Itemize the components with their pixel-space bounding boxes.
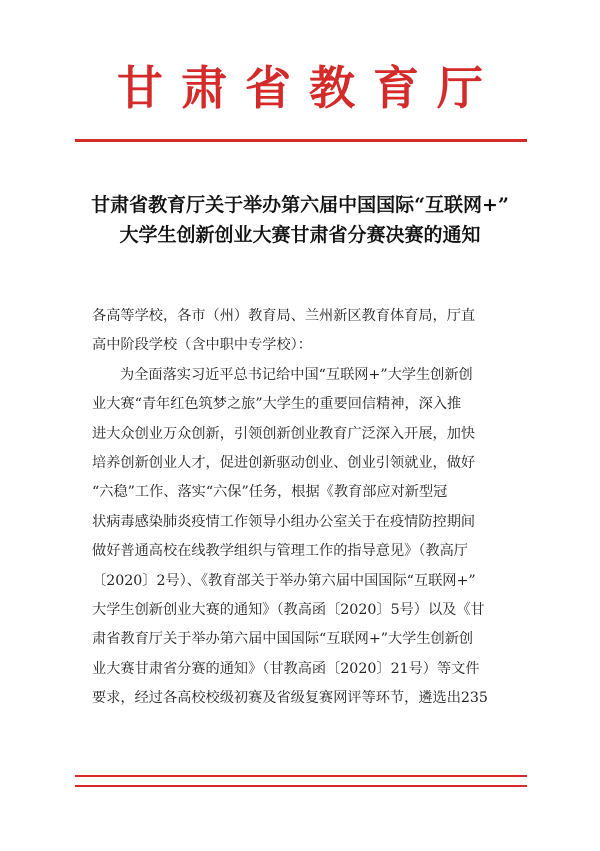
body-line: 为全面落实习近平总书记给中国“互联网+”大学生创新创 [120,366,473,383]
body-line: 进大众创业万众创新，引领创新创业教育广泛深入开展，加快 [92,425,476,442]
org-name: 甘肃省教育厅 [117,61,501,115]
footer-red-rule-lower [75,785,527,787]
letterhead-red-rule [75,139,527,142]
letterhead [0,58,600,118]
title-line-1: 甘肃省教育厅关于举办第六届中国国际“互联网+” [91,194,509,216]
body-line: 要求，经过各高校校级初赛及省级复赛网评等环节，遴选出235 [92,690,488,707]
addressee-line-2: 高中阶段学校（含中职中专学校）： [92,337,312,354]
body-line: 〔2020〕2号）、《教育部关于举办第六届中国国际“互联网+” [92,572,476,589]
document-title [60,190,540,250]
addressee-line-1: 各高等学校，各市（州）教育局、兰州新区教育体育局，厅直 [92,308,476,324]
body-line: “六稳”工作、落实“六保”任务，根据《教育部应对新型冠 [92,484,448,501]
body-line: 肃省教育厅关于举办第六届中国国际“互联网+”大学生创新创 [92,631,474,648]
body-line: 做好普通高校在线教学组织与管理工作的指导意见》（教高厅 [92,543,468,560]
body-line: 业大赛甘肃省分赛的通知》（甘教高函〔2020〕21号）等文件 [92,660,480,677]
document-body [92,302,522,714]
body-line: 大学生创新创业大赛的通知》（教高函〔2020〕5号）以及《甘 [92,602,485,619]
title-line-2: 大学生创新创业大赛甘肃省分赛决赛的通知 [119,224,481,246]
body-line: 培养创新创业人才，促进创新驱动创业、创业引领就业，做好 [92,455,476,472]
body-line: 状病毒感染肺炎疫情工作领导小组办公室关于在疫情防控期间 [92,513,476,530]
body-line: 业大赛“青年红色筑梦之旅”大学生的重要回信精神，深入推 [92,396,462,413]
footer-red-rule-upper [75,775,527,777]
